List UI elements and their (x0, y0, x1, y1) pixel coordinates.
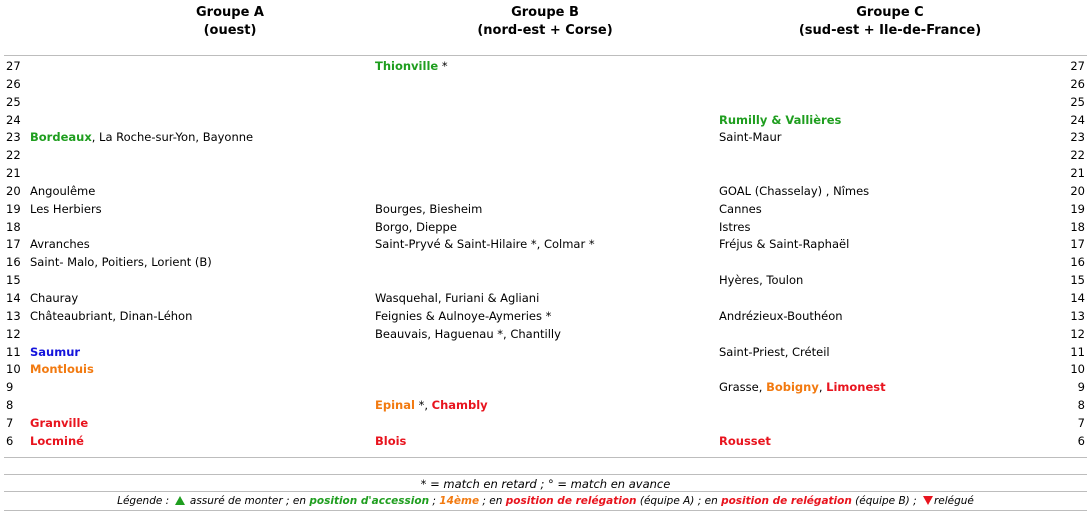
legend-fourteenth: 14ème (439, 495, 480, 507)
points-left: 15 (6, 273, 21, 288)
team-name: Blois (375, 433, 407, 448)
table-row (0, 219, 1091, 237)
points-right: 17 (1070, 237, 1085, 252)
group-a-cell (30, 290, 78, 308)
team-name: Granville (30, 415, 89, 430)
team-name: Saumur (30, 344, 81, 359)
points-right: 24 (1070, 112, 1085, 127)
group-c-cell (719, 272, 803, 290)
points-right: 21 (1070, 166, 1085, 181)
group-b-cell (375, 58, 448, 76)
points-right: 6 (1077, 433, 1085, 448)
points-right: 9 (1077, 380, 1085, 395)
team-name: Saint-Pryvé & Saint-Hilaire *, Colmar * (375, 237, 595, 252)
group-a-cell (30, 308, 192, 326)
team-name: Avranches (30, 237, 90, 252)
team-name: Fréjus & Saint-Raphaël (719, 237, 850, 252)
standings-table (0, 58, 1091, 451)
team-name: Saint-Priest, Créteil (719, 344, 830, 359)
team-name: Borgo, Dieppe (375, 219, 457, 234)
team-name: *, (414, 398, 432, 413)
group-a-cell (30, 183, 95, 201)
group-a-cell (30, 236, 90, 254)
team-name: Angoulême (30, 183, 96, 198)
points-left: 7 (6, 415, 14, 430)
group-a-cell (30, 129, 253, 147)
team-name: Cannes (719, 201, 762, 216)
team-name: Bourges, Biesheim (375, 201, 483, 216)
team-name: , La Roche-sur-Yon, Bayonne (91, 130, 254, 145)
points-right: 10 (1070, 362, 1085, 377)
group-c-subtitle: (sud-est + Ile-de-France) (798, 23, 982, 38)
promoted-triangle-icon (175, 496, 185, 505)
group-a-cell (30, 344, 80, 362)
team-name: Rousset (719, 433, 771, 448)
table-row (0, 201, 1091, 219)
team-name: Bobigny (766, 380, 819, 395)
group-b-cell (375, 308, 551, 326)
group-c-cell (719, 379, 886, 397)
table-row (0, 236, 1091, 254)
team-name: , (818, 380, 827, 395)
points-left: 13 (6, 308, 21, 323)
team-name: GOAL (Chasselay) , Nîmes (719, 183, 870, 198)
points-left: 23 (6, 130, 21, 145)
points-left: 20 (6, 183, 21, 198)
points-right: 20 (1070, 183, 1085, 198)
group-a-cell (30, 201, 102, 219)
group-a-cell (30, 361, 94, 379)
group-a-subtitle: (ouest) (203, 23, 257, 38)
group-b-cell (375, 219, 457, 237)
points-right: 7 (1077, 415, 1085, 430)
table-row (0, 112, 1091, 130)
group-b-cell (375, 290, 539, 308)
legend-relegation-a: position de relégation (505, 495, 637, 507)
group-c-cell (719, 433, 771, 451)
table-row (0, 183, 1091, 201)
table-row (0, 94, 1091, 112)
group-c-cell (719, 183, 869, 201)
table-row (0, 76, 1091, 94)
table-row (0, 290, 1091, 308)
match-note: * = match en retard ; ° = match en avance (420, 477, 671, 491)
legend-group-a: (équipe A) ; en (636, 495, 722, 507)
group-b-subtitle: (nord-est + Corse) (477, 23, 613, 38)
group-b-header (425, 4, 665, 40)
table-row (0, 326, 1091, 344)
points-right: 11 (1070, 344, 1085, 359)
team-name: Hyères, Toulon (719, 273, 804, 288)
team-name: Feignies & Aulnoye-Aymeries * (375, 308, 552, 323)
points-left: 6 (6, 433, 14, 448)
team-name: Thionville (375, 59, 439, 73)
group-b-cell (375, 236, 595, 254)
note-divider (4, 474, 1087, 475)
points-right: 25 (1070, 94, 1085, 109)
team-name: Beauvais, Haguenau *, Chantilly (375, 326, 561, 341)
points-left: 22 (6, 148, 21, 163)
points-left: 9 (6, 380, 14, 395)
group-b-cell (375, 201, 482, 219)
table-row (0, 147, 1091, 165)
team-name: Andrézieux-Bouthéon (719, 308, 843, 323)
group-b-title: Groupe B (511, 5, 579, 20)
group-c-title: Groupe C (856, 5, 924, 20)
points-right: 22 (1070, 148, 1085, 163)
group-c-cell (719, 344, 830, 362)
group-a-cell (30, 415, 88, 433)
legend-sep2: ; en (479, 495, 506, 507)
team-name: Bordeaux (30, 130, 92, 145)
group-c-cell (719, 112, 841, 130)
points-left: 16 (6, 255, 21, 270)
table-row (0, 254, 1091, 272)
points-right: 12 (1070, 326, 1085, 341)
team-name: Châteaubriant, Dinan-Léhon (30, 308, 193, 323)
team-name: Les Herbiers (30, 201, 102, 216)
relegated-triangle-icon (923, 496, 933, 505)
points-right: 14 (1070, 290, 1085, 305)
group-b-cell (375, 397, 488, 415)
points-right: 19 (1070, 201, 1085, 216)
points-left: 14 (6, 290, 21, 305)
table-row (0, 272, 1091, 290)
points-left: 19 (6, 201, 21, 216)
group-a-cell (30, 254, 212, 272)
team-name: Chambly (431, 398, 488, 413)
legend-sep1: ; (429, 495, 440, 507)
points-right: 16 (1070, 255, 1085, 270)
table-bottom-divider (4, 457, 1087, 458)
group-b-cell (375, 326, 561, 344)
footer-divider (4, 510, 1087, 511)
team-name: Limonest (826, 380, 886, 395)
table-row (0, 165, 1091, 183)
team-name: Locminé (30, 433, 84, 448)
header-divider (4, 55, 1087, 56)
group-a-title: Groupe A (196, 5, 264, 20)
legend-relegation-b: position de relégation (721, 495, 852, 507)
table-row (0, 344, 1091, 362)
table-row (0, 58, 1091, 76)
team-name: Epinal (375, 398, 415, 413)
table-row (0, 397, 1091, 415)
team-name: * (438, 59, 448, 73)
team-name: Istres (719, 219, 751, 234)
group-a-cell (30, 433, 84, 451)
legend-relegated: relégué (933, 495, 974, 507)
table-row (0, 415, 1091, 433)
team-name: Montlouis (30, 362, 94, 377)
points-right: 8 (1077, 398, 1085, 413)
group-c-cell (719, 129, 781, 147)
points-left: 11 (6, 344, 21, 359)
team-name: Chauray (30, 290, 79, 305)
table-row (0, 361, 1091, 379)
points-right: 15 (1070, 273, 1085, 288)
points-right: 27 (1070, 59, 1085, 73)
points-left: 10 (6, 362, 21, 377)
group-c-header (770, 4, 1010, 40)
group-c-cell (719, 236, 849, 254)
table-row (0, 308, 1091, 326)
points-right: 18 (1070, 219, 1085, 234)
legend-divider (4, 491, 1087, 492)
legend-prefix: Légende : (117, 495, 173, 507)
legend (0, 494, 1091, 508)
points-right: 26 (1070, 76, 1085, 91)
points-left: 25 (6, 94, 21, 109)
legend-group-b: (équipe B) ; (851, 495, 920, 507)
points-left: 17 (6, 237, 21, 252)
points-left: 8 (6, 398, 14, 413)
legend-accession: position d'accession (309, 495, 430, 507)
points-left: 21 (6, 166, 21, 181)
legend-up-text: assuré de monter ; en (186, 495, 310, 507)
points-right: 13 (1070, 308, 1085, 323)
group-c-cell (719, 201, 762, 219)
points-left: 18 (6, 219, 21, 234)
points-right: 23 (1070, 130, 1085, 145)
points-left: 27 (6, 59, 21, 73)
table-row (0, 379, 1091, 397)
points-left: 24 (6, 112, 21, 127)
points-left: 12 (6, 326, 21, 341)
group-b-cell (375, 433, 406, 451)
team-name: Grasse, (719, 380, 767, 395)
team-name: Wasquehal, Furiani & Agliani (375, 290, 540, 305)
group-c-cell (719, 308, 843, 326)
team-name: Saint- Malo, Poitiers, Lorient (B) (30, 255, 212, 270)
team-name: Saint-Maur (719, 130, 782, 145)
group-a-header (110, 4, 350, 40)
group-c-cell (719, 219, 750, 237)
points-left: 26 (6, 76, 21, 91)
table-row (0, 433, 1091, 451)
team-name: Rumilly & Vallières (719, 112, 842, 127)
table-row (0, 129, 1091, 147)
